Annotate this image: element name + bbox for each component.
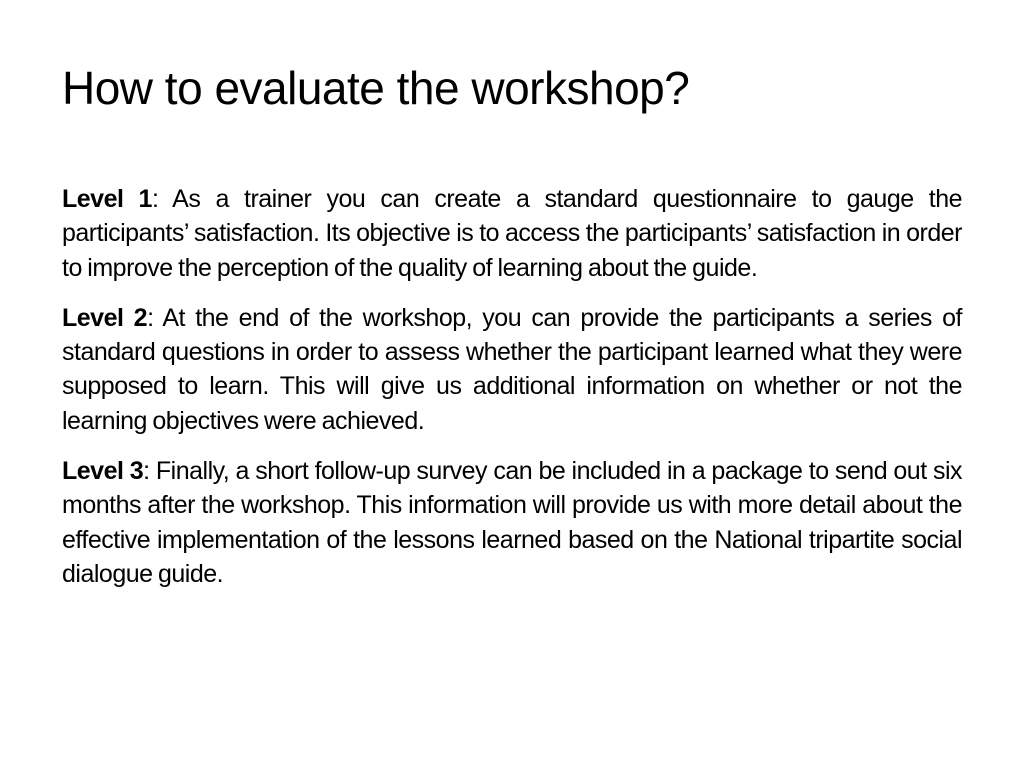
level-2-separator: : bbox=[147, 303, 154, 332]
level-3-separator: : bbox=[143, 457, 150, 486]
level-3-label: Level 3 bbox=[62, 457, 144, 486]
level-1-label: Level 1 bbox=[62, 185, 152, 213]
slide-body bbox=[62, 182, 962, 607]
level-1-paragraph bbox=[62, 182, 962, 285]
level-1-separator: : bbox=[151, 185, 159, 213]
level-2-label: Level 2 bbox=[62, 303, 148, 332]
level-2-paragraph bbox=[62, 301, 962, 438]
level-2-text: At the end of the workshop, you can provide the participants a series of standard questions in order to assess whether the participant learned what they were supposed to learn. This will give us additional information on whether or not the learning objectives were achieved. bbox=[62, 303, 963, 435]
level-3-paragraph bbox=[62, 454, 962, 591]
level-1-text: As a trainer you can create a standard questionnaire to gauge the participants’ satisfaction. Its objective is to access the participants’ satisfaction in order to improve the perception of the quality of learning about the guide. bbox=[62, 185, 963, 282]
level-3-text: Finally, a short follow-up survey can be included in a package to send out six months after the workshop. This information will provide us with more detail about the effective implementation of the lessons learned based on the National tripartite social dialogue guide. bbox=[62, 457, 962, 588]
slide-title: How to evaluate the workshop? bbox=[62, 62, 690, 114]
